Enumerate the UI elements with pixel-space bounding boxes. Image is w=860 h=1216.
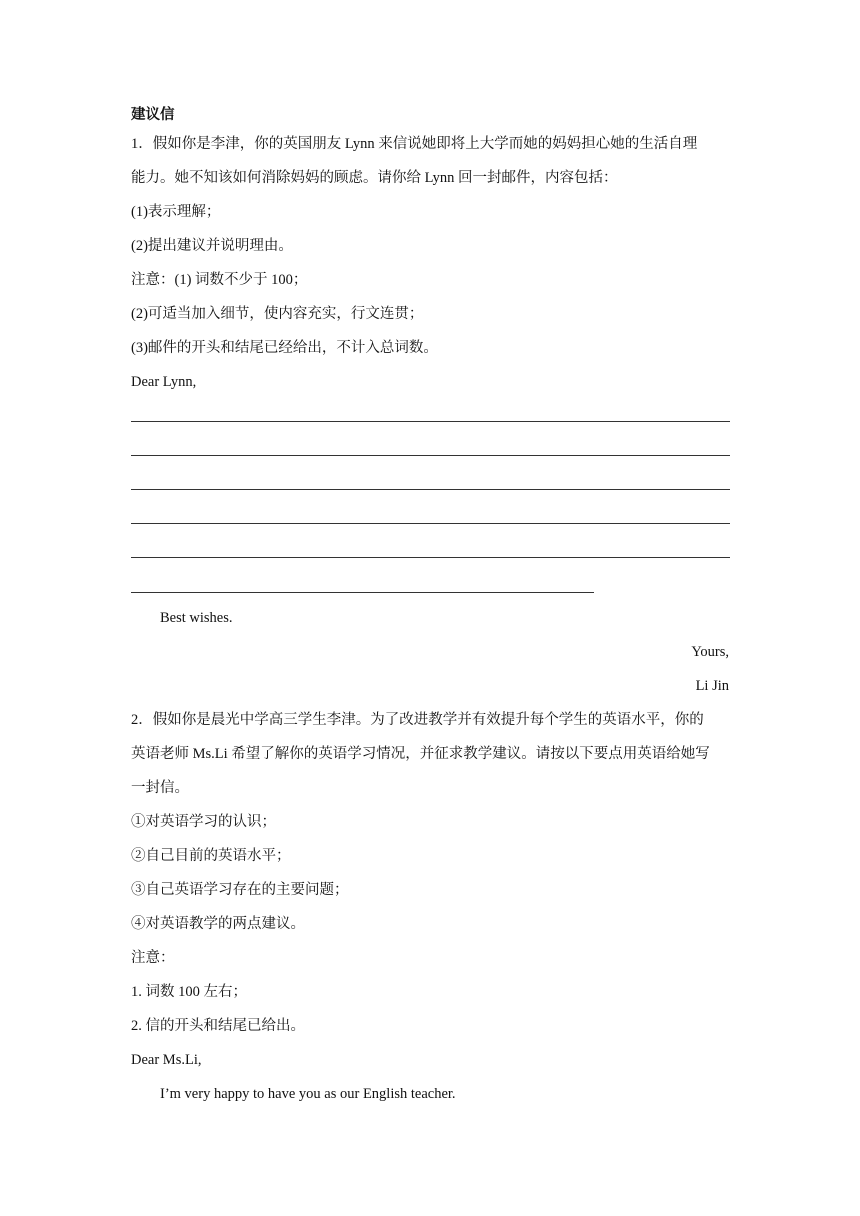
q2-opening: I’m very happy to have you as our English teacher. [160, 1086, 456, 1102]
q2-note-label: 注意： [131, 950, 175, 966]
answer-line[interactable] [131, 489, 730, 490]
section-title: 建议信 [131, 107, 175, 123]
q1-note-2: (2)可适当加入细节，使内容充实，行文连贯； [131, 306, 424, 322]
q1-requirement-1: (1)表示理解； [131, 204, 221, 220]
q2-prompt-line3: 一封信。 [131, 780, 189, 796]
q1-signature: Li Jin [695, 678, 729, 694]
answer-line[interactable] [131, 455, 730, 456]
answer-line[interactable] [131, 421, 730, 422]
q2-note-1: 1. 词数 100 左右； [131, 984, 247, 1000]
answer-line[interactable] [131, 523, 730, 524]
q1-note-3: (3)邮件的开头和结尾已经给出，不计入总词数。 [131, 340, 438, 356]
q2-greeting: Dear Ms.Li, [131, 1052, 202, 1068]
q1-signoff: Yours, [691, 644, 729, 660]
q1-prompt-line1: 1．假如你是李津，你的英国朋友 Lynn 来信说她即将上大学而她的妈妈担心她的生活自理 [131, 136, 698, 152]
q2-point-2: ②自己目前的英语水平； [131, 848, 291, 864]
q1-prompt-line2: 能力。她不知该如何消除妈妈的顾虑。请你给 Lynn 回一封邮件，内容包括： [131, 170, 618, 186]
q1-note-1: 注意：(1) 词数不少于 100； [131, 272, 308, 288]
q2-prompt-line1: 2．假如你是晨光中学高三学生李津。为了改进教学并有效提升每个学生的英语水平，你的 [131, 712, 704, 728]
q2-point-1: ①对英语学习的认识； [131, 814, 276, 830]
answer-line[interactable] [131, 557, 730, 558]
q1-closing: Best wishes. [160, 610, 233, 626]
q2-note-2: 2. 信的开头和结尾已给出。 [131, 1018, 305, 1034]
q2-prompt-line2: 英语老师 Ms.Li 希望了解你的英语学习情况，并征求教学建议。请按以下要点用英语给她写 [131, 746, 710, 762]
q2-point-4: ④对英语教学的两点建议。 [131, 916, 305, 932]
answer-line[interactable] [131, 592, 594, 593]
q1-requirement-2: (2)提出建议并说明理由。 [131, 238, 293, 254]
q2-point-3: ③自己英语学习存在的主要问题； [131, 882, 349, 898]
q1-greeting: Dear Lynn, [131, 374, 197, 390]
